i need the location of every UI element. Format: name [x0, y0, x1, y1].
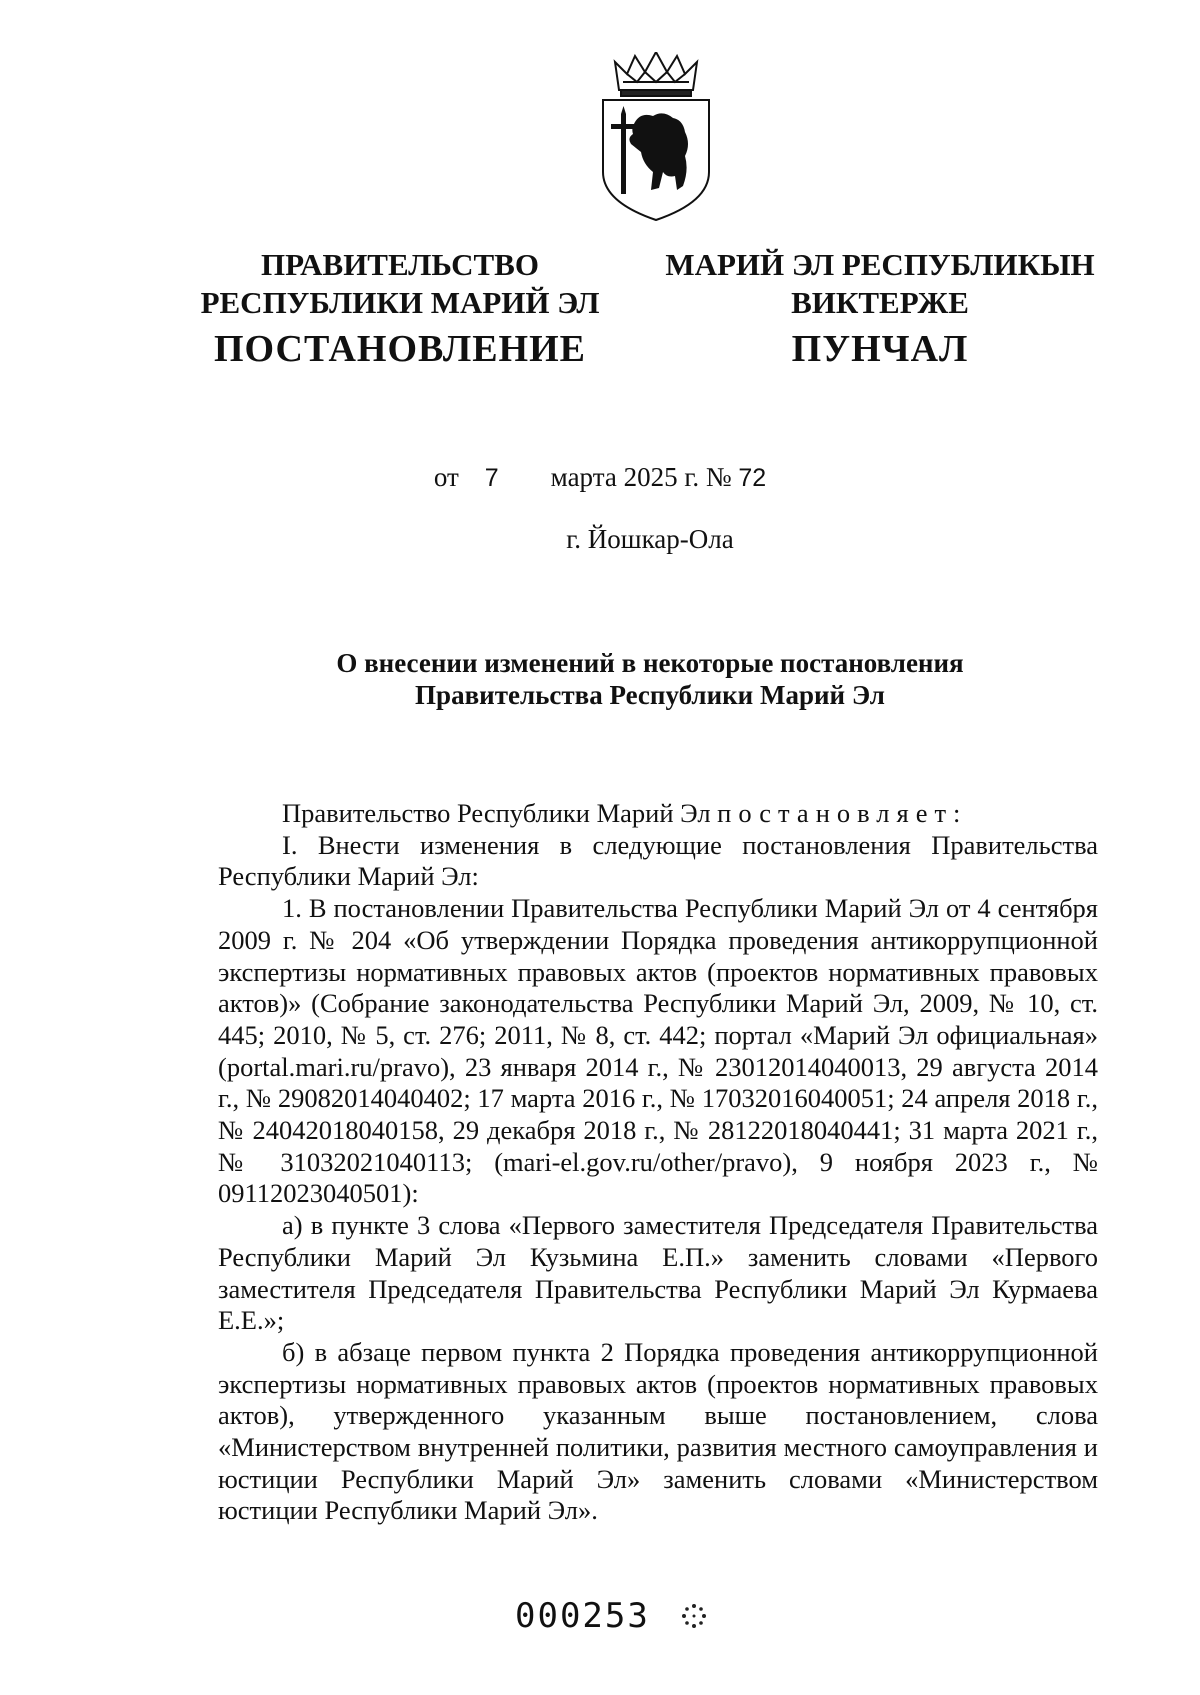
doc-number: 72	[738, 464, 767, 492]
date-prefix: от	[433, 462, 459, 492]
intro-lead: Правительство Республики Марий Эл	[282, 798, 718, 828]
city-line: г. Йошкар-Ола	[566, 524, 734, 554]
document-title	[0, 647, 1200, 711]
org-name-mari	[660, 246, 1100, 322]
org-name-line: ПРАВИТЕЛЬСТВО	[261, 247, 539, 282]
org-name-russian	[190, 246, 610, 322]
intro-paragraph	[218, 798, 1098, 830]
crown-icon	[615, 52, 697, 96]
coat-of-arms-emblem	[597, 52, 715, 224]
title-line: Правительства Республики Марий Эл	[415, 680, 885, 710]
intro-decree-word: постановляет:	[717, 798, 968, 828]
date-line	[0, 462, 1200, 493]
org-name-line: РЕСПУБЛИКИ МАРИЙ ЭЛ	[200, 285, 600, 320]
paragraph-item-1: 1. В постановлении Правительства Республики Марий Эл от 4 сентября 2009 г. № 204 «Об утверждении Порядка проведения антикоррупционной экспертизы нормативных правовых актов (проектов нормативных правовых актов)» (Собрание законодательства Республики Марий Эл, 2009, № 10, ст. 445; 2010, № 5, ст. 276; 2011, № 8, ст. 442; портал «Марий Эл официальная» (portal.mari.ru/pravo), 23 января 2014 г., № 23012014040013, 29 августа 2014 г., № 29082014040402; 17 марта 2016 г., № 17032016040051; 24 апреля 2018 г., № 24042018040158, 29 декабря 2018 г., № 28122018040441; 31 марта 2021 г., № 31032021040113; (mari-el.gov.ru/other/pravo), 9 ноября 2023 г., № 09112023040501):	[218, 893, 1098, 1209]
title-line: О внесении изменений в некоторые постановления	[336, 648, 964, 678]
document-body	[218, 798, 1098, 1527]
org-name-line: ВИКТЕРЖЕ	[791, 285, 969, 320]
paragraph-subitem-a: а) в пункте 3 слова «Первого заместителя Председателя Правительства Республики Марий Эл Кузьмина Е.П.» заменить словами «Первого заместителя Председателя Правительства Республики Марий Эл Курмаева Е.Е.»;	[218, 1210, 1098, 1336]
paragraph-section-1: I. Внести изменения в следующие постановления Правительства Республики Марий Эл:	[218, 829, 1098, 892]
serial-number: 000253	[515, 1596, 650, 1636]
doc-type-mari: ПУНЧАЛ	[791, 328, 969, 370]
ornament-mark-icon	[680, 1602, 708, 1630]
doc-type-russian: ПОСТАНОВЛЕНИЕ	[213, 328, 587, 370]
org-name-line: МАРИЙ ЭЛ РЕСПУБЛИКЫН	[665, 247, 1095, 282]
date-rest: марта 2025 г. №	[550, 462, 732, 492]
paragraph-subitem-b: б) в абзаце первом пункта 2 Порядка проведения антикоррупционной экспертизы нормативных правовых актов (проектов нормативных правовых актов), утвержденного указанным выше постановлением, слова «Министерством внутренней политики, развития местного самоуправления и юстиции Республики Марий Эл» заменить словами «Министерством юстиции Республики Марий Эл».	[218, 1336, 1098, 1526]
date-day: 7	[484, 464, 499, 492]
